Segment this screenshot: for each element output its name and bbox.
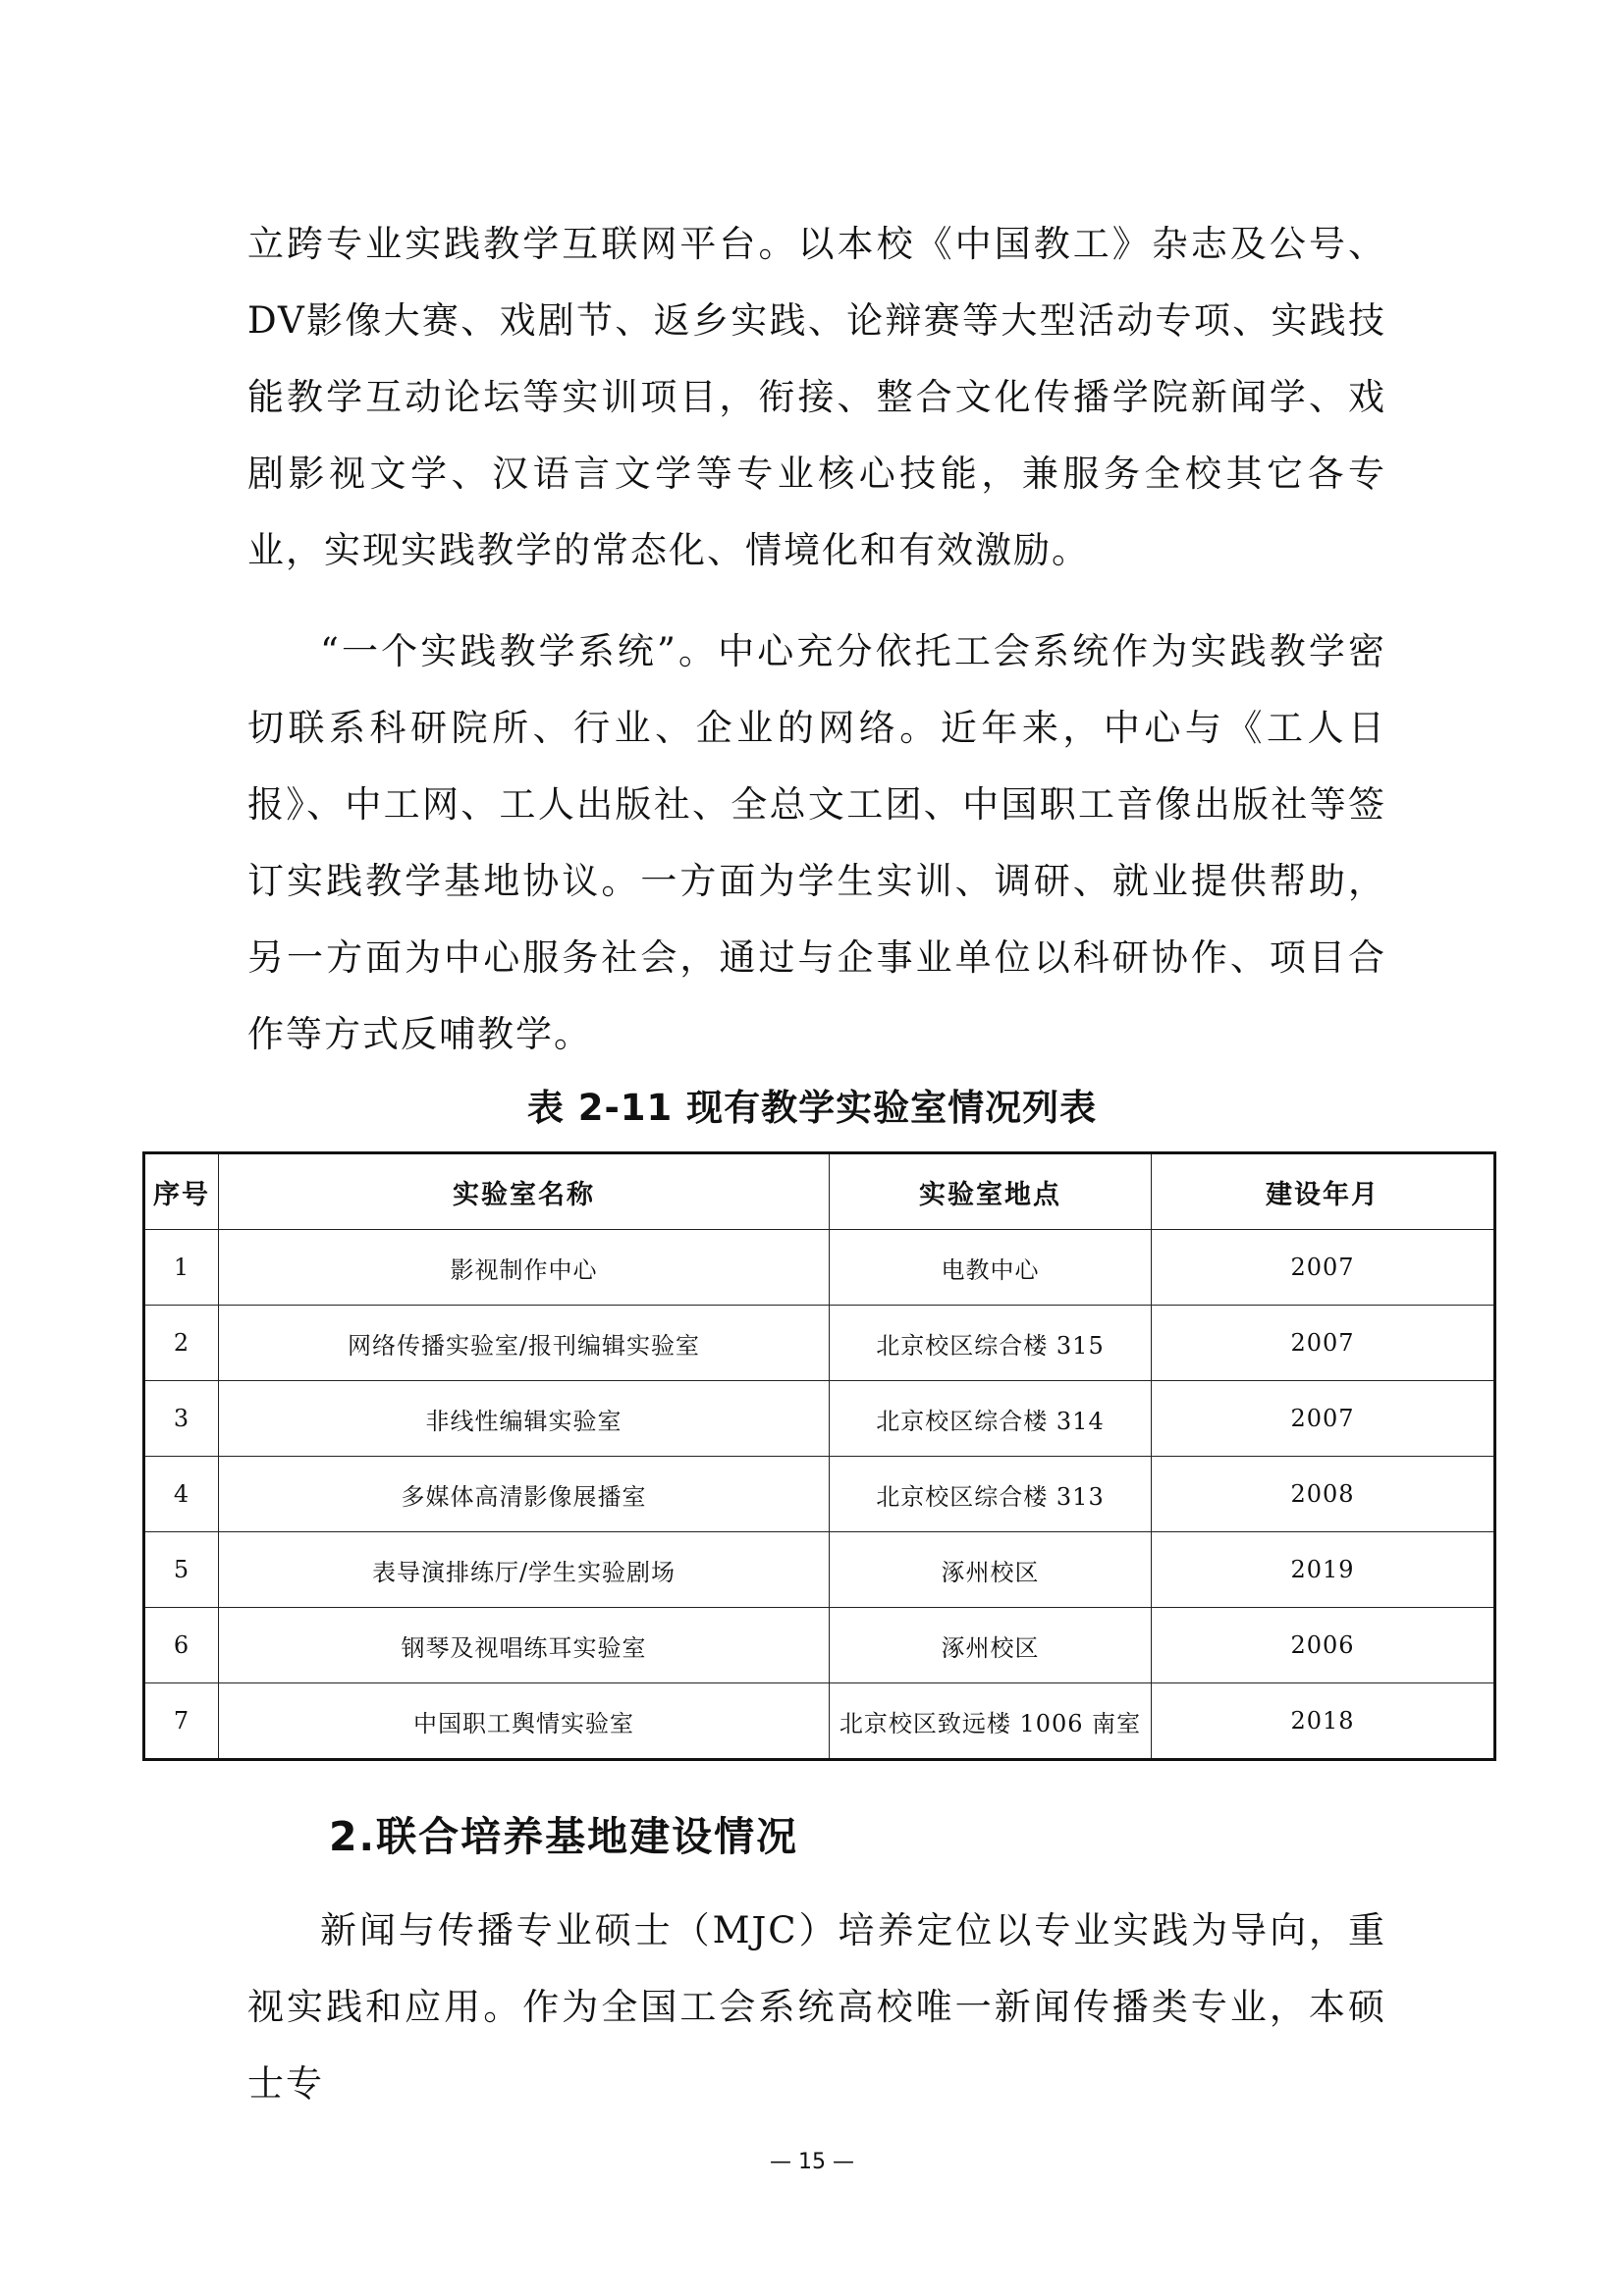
cell-lab-name: 网络传播实验室/报刊编辑实验室 [219,1306,830,1381]
cell-lab-location: 电教中心 [830,1230,1152,1306]
table-header-row [144,1153,1495,1230]
body-paragraph-3: 新闻与传播专业硕士（MJC）培养定位以专业实践为导向，重视实践和应用。作为全国工会系统高校唯一新闻传播类专业，本硕士专 [247,1909,1386,2105]
body-paragraph-2: “一个实践教学系统”。中心充分依托工会系统作为实践教学密切联系科研院所、行业、企业的网络。近年来，中心与《工人日报》、中工网、工人出版社、全总文工团、中国职工音像出版社等签订实践教学基地协议。一方面为学生实训、调研、就业提供帮助，另一方面为中心服务社会，通过与企事业单位以科研协作、项目合作等方式反哺教学。 [247,630,1386,1055]
cell-lab-name: 钢琴及视唱练耳实验室 [219,1608,830,1683]
header-lab-name: 实验室名称 [219,1153,830,1230]
header-build-date: 建设年月 [1152,1153,1495,1230]
cell-index: 1 [144,1230,219,1306]
cell-build-date: 2007 [1152,1230,1495,1306]
section-heading: 2.联合培养基地建设情况 [329,1813,799,1860]
cell-lab-location: 涿州校区 [830,1608,1152,1683]
table-row [144,1532,1495,1608]
table-caption: 表 2-11 现有教学实验室情况列表 [526,1087,1098,1129]
table-row [144,1683,1495,1760]
cell-index: 7 [144,1683,219,1760]
body-paragraph-1: 立跨专业实践教学互联网平台。以本校《中国教工》杂志及公号、DV影像大赛、戏剧节、返乡实践、论辩赛等大型活动专项、实践技能教学互动论坛等实训项目，衔接、整合文化传播学院新闻学、戏剧影视文学、汉语言文学等专业核心技能，兼服务全校其它各专业，实现实践教学的常态化、情境化和有效激励。 [247,223,1386,571]
cell-build-date: 2007 [1152,1306,1495,1381]
cell-lab-location: 北京校区综合楼 313 [830,1457,1152,1532]
cell-lab-name: 非线性编辑实验室 [219,1381,830,1457]
table-row [144,1608,1495,1683]
cell-lab-location: 北京校区综合楼 315 [830,1306,1152,1381]
cell-index: 3 [144,1381,219,1457]
page-number: — 15 — [770,2150,854,2174]
cell-index: 4 [144,1457,219,1532]
cell-lab-name: 影视制作中心 [219,1230,830,1306]
table-row [144,1457,1495,1532]
cell-lab-name: 中国职工舆情实验室 [219,1683,830,1760]
cell-lab-location: 涿州校区 [830,1532,1152,1608]
cell-build-date: 2006 [1152,1608,1495,1683]
cell-build-date: 2019 [1152,1532,1495,1608]
lab-table-container [142,1151,1493,1761]
cell-lab-name: 多媒体高清影像展播室 [219,1457,830,1532]
cell-lab-location: 北京校区综合楼 314 [830,1381,1152,1457]
cell-index: 5 [144,1532,219,1608]
cell-build-date: 2018 [1152,1683,1495,1760]
cell-index: 6 [144,1608,219,1683]
table-row [144,1306,1495,1381]
cell-build-date: 2008 [1152,1457,1495,1532]
cell-index: 2 [144,1306,219,1381]
cell-lab-name: 表导演排练厅/学生实验剧场 [219,1532,830,1608]
table-row [144,1230,1495,1306]
header-lab-location: 实验室地点 [830,1153,1152,1230]
table-row [144,1381,1495,1457]
cell-build-date: 2007 [1152,1381,1495,1457]
header-index: 序号 [144,1153,219,1230]
cell-lab-location: 北京校区致远楼 1006 南室 [830,1683,1152,1760]
lab-table [142,1151,1496,1761]
